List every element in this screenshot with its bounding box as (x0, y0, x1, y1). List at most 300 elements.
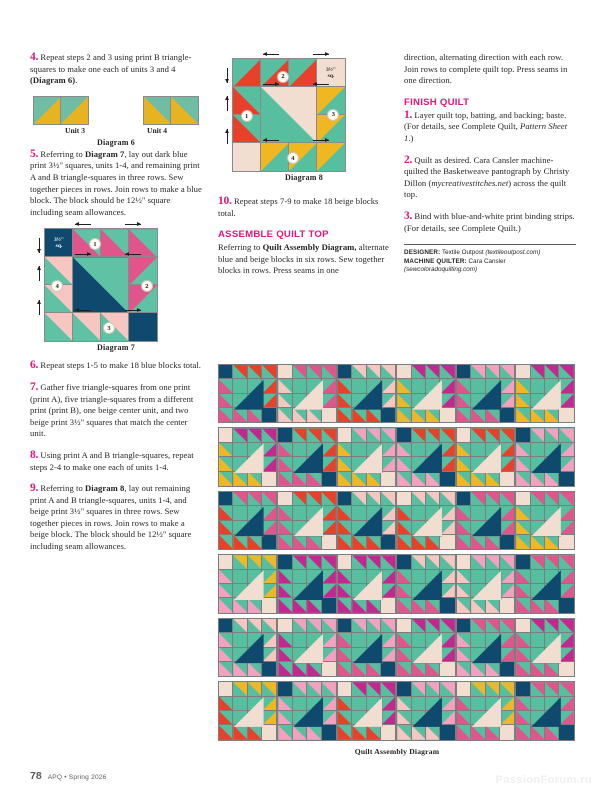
quilt-block-beige (515, 364, 574, 423)
triangle-half (262, 506, 276, 520)
quilt-cell (412, 492, 426, 506)
quilt-cell (381, 711, 395, 725)
triangle-half (322, 697, 336, 711)
quilt-cell (219, 584, 233, 598)
quilt-cell (248, 428, 262, 442)
triangle-half (338, 648, 352, 662)
triangle-half (457, 648, 471, 662)
quilt-cell (545, 408, 559, 422)
triangle-half (248, 555, 262, 569)
triangle-half (381, 697, 395, 711)
triangle-half (233, 619, 247, 633)
quilt-cell (516, 648, 530, 662)
quilt-cell (457, 711, 471, 725)
triangle-half (278, 394, 292, 408)
triangle-half (367, 555, 381, 569)
quilt-cell (397, 570, 411, 584)
triangle-half (457, 633, 471, 647)
quilt-cell (516, 394, 530, 408)
quilt-cell (500, 570, 514, 584)
triangle-half (412, 682, 426, 696)
triangle-half (516, 697, 530, 711)
quilt-cell (500, 408, 514, 422)
triangle-half (322, 457, 336, 471)
quilt-cell (412, 555, 426, 569)
triangle-half (262, 570, 276, 584)
quilt-cell (293, 408, 307, 422)
finish-step-3 (404, 211, 576, 234)
quilt-cell (471, 408, 485, 422)
triangle-half (440, 443, 454, 457)
triangle-half (278, 379, 292, 393)
triangle-half (367, 662, 381, 676)
quilt-cell (338, 711, 352, 725)
quilt-cell (397, 682, 411, 696)
quilt-cell (293, 697, 307, 711)
quilt-block-blue (515, 681, 574, 740)
step-number: 7. (30, 380, 39, 393)
quilt-cell (262, 394, 276, 408)
triangle-half (322, 394, 336, 408)
quilt-cell (545, 472, 559, 486)
quilt-cell (367, 428, 381, 442)
triangle-half (426, 725, 440, 739)
quilt-cell (262, 555, 276, 569)
quilt-cell (457, 598, 471, 612)
seam-direction-arrow (313, 52, 329, 57)
quilt-cell (457, 492, 471, 506)
triangle-half (531, 535, 545, 549)
triangle-half (293, 535, 307, 549)
quilt-cell (531, 662, 545, 676)
unit-4-square-b (171, 97, 198, 124)
quilt-cell (440, 662, 454, 676)
quilt-cell (233, 492, 247, 506)
triangle-half (397, 633, 411, 647)
quilt-cell (412, 633, 426, 647)
triangle-half (500, 697, 514, 711)
triangle-half (412, 408, 426, 422)
quilt-cell (293, 598, 307, 612)
quilt-cell (471, 535, 485, 549)
quilt-cell (352, 379, 366, 393)
instruction-step-4 (30, 52, 202, 87)
triangle-half (426, 535, 440, 549)
triangle-half (381, 555, 395, 569)
quilt-row (218, 554, 576, 613)
quilt-cell (457, 584, 471, 598)
quilt-cell (293, 428, 307, 442)
triangle-half (352, 662, 366, 676)
quilt-block-blue (337, 618, 396, 677)
triangle-half (219, 697, 233, 711)
quilt-cell (219, 648, 233, 662)
quilt-cell (278, 584, 292, 598)
quilt-cell (440, 535, 454, 549)
triangle-half (233, 59, 261, 87)
triangle-half (531, 365, 545, 379)
triangle-half (397, 725, 411, 739)
triangle-half (219, 472, 233, 486)
quilt-cell (307, 598, 321, 612)
quilt-cell (412, 535, 426, 549)
triangle-half (545, 555, 559, 569)
quilt-cell (457, 570, 471, 584)
assemble-text-run: Referring to (218, 242, 263, 253)
step-text-run: Referring to (38, 148, 85, 159)
quilt-cell (397, 697, 411, 711)
triangle-half (34, 97, 61, 124)
triangle-half (440, 697, 454, 711)
unit-4-square-a (144, 97, 171, 124)
quilt-cell (248, 662, 262, 676)
triangle-half (262, 443, 276, 457)
quilt-cell (322, 521, 336, 535)
quilt-cell (338, 633, 352, 647)
quilt-cell (262, 725, 276, 739)
quilt-cell (322, 697, 336, 711)
quilt-cell (440, 457, 454, 471)
triangle-half (278, 648, 292, 662)
quilt-cell (278, 682, 292, 696)
quilt-cell (545, 598, 559, 612)
quilt-cell (486, 555, 500, 569)
quilt-cell (367, 725, 381, 739)
issue-label: APQ • Spring 2026 (47, 774, 107, 781)
triangle-half (516, 394, 530, 408)
quilt-cell (397, 492, 411, 506)
triangle-half (500, 492, 514, 506)
quilt-cell (471, 555, 485, 569)
quilt-cell (322, 555, 336, 569)
triangle-half (322, 619, 336, 633)
instruction-step-5 (30, 149, 202, 219)
triangle-half (531, 408, 545, 422)
quilt-cell (338, 379, 352, 393)
quilt-cell (457, 648, 471, 662)
quilt-block-blue (218, 364, 277, 423)
quilt-cell (426, 428, 440, 442)
quilt-cell (397, 619, 411, 633)
triangle-half (322, 365, 336, 379)
step-number: 3. (404, 209, 413, 222)
quilt-cell (500, 506, 514, 520)
triangle-half (397, 697, 411, 711)
quilt-cell (471, 697, 485, 711)
quilt-cell (457, 506, 471, 520)
quilt-cell (516, 619, 530, 633)
triangle-half (293, 428, 307, 442)
quilt-cell (278, 408, 292, 422)
quilt-cell (381, 598, 395, 612)
triangle-half (278, 697, 292, 711)
triangle-half (322, 428, 336, 442)
quilt-cell (516, 598, 530, 612)
quilt-cell (352, 555, 366, 569)
triangle-half (397, 521, 411, 535)
triangle-half (471, 492, 485, 506)
quilt-cell (233, 443, 247, 457)
seam-direction-arrow (225, 96, 230, 111)
step-text-run: Bind with blue-and-white print binding strips. (For details, see Complete Quilt.) (404, 210, 575, 233)
triangle-half (248, 428, 262, 442)
quilt-cell (352, 725, 366, 739)
triangle-half (381, 394, 395, 408)
triangle-half (440, 711, 454, 725)
triangle-half (262, 457, 276, 471)
unit-badge-1: 1 (241, 110, 253, 122)
triangle-half (559, 619, 573, 633)
triangle-half (412, 472, 426, 486)
quilt-cell (338, 697, 352, 711)
quilt-cell (367, 365, 381, 379)
quilt-cell (486, 725, 500, 739)
quilt-cell (233, 697, 247, 711)
instruction-step-4 (30, 52, 202, 87)
unit-3-label: Unit 3 (64, 125, 86, 135)
quilt-cell (278, 725, 292, 739)
diagram7-grid (44, 228, 156, 340)
quilt-cell (352, 662, 366, 676)
quilt-cell (457, 682, 471, 696)
quilt-cell (516, 443, 530, 457)
step-number: 4. (30, 51, 39, 63)
credit-label: DESIGNER: (404, 249, 441, 257)
quilt-cell (412, 506, 426, 520)
step-text-run: Quilt as desired. Cara Cansler machine-quilted the Basketweave pantograph by Christy Dillon ( (404, 154, 570, 188)
quilt-cell (278, 570, 292, 584)
triangle-half (322, 555, 336, 569)
credit-value: Cara Cansler (466, 257, 506, 265)
quilt-cell (338, 457, 352, 471)
quilt-cell (262, 457, 276, 471)
triangle-half (559, 521, 573, 535)
unit-3-diagram (34, 97, 88, 124)
quilt-cell (381, 408, 395, 422)
triangle-half (397, 457, 411, 471)
quilt-cell (457, 472, 471, 486)
quilt-cell (262, 443, 276, 457)
triangle-half (367, 725, 381, 739)
triangle-half (262, 697, 276, 711)
quilt-cell (307, 535, 321, 549)
triangle-half (440, 570, 454, 584)
triangle-half (338, 662, 352, 676)
triangle-half (293, 555, 307, 569)
quilt-cell (219, 443, 233, 457)
triangle-half (397, 584, 411, 598)
triangle-half (233, 472, 247, 486)
quilt-cell (500, 365, 514, 379)
triangle-half (381, 443, 395, 457)
triangle-half (278, 725, 292, 739)
quilt-cell (233, 570, 247, 584)
triangle-half (381, 584, 395, 598)
quilt-cell (338, 725, 352, 739)
triangle-half (500, 619, 514, 633)
unit-2-square-b (289, 59, 317, 87)
triangle-half (61, 97, 88, 124)
triangle-half (322, 443, 336, 457)
watermark: PassionForum.ru (495, 774, 592, 786)
quilt-cell (381, 428, 395, 442)
triangle-half (471, 598, 485, 612)
triangle-half (233, 662, 247, 676)
triangle-half (559, 443, 573, 457)
quilt-cell (219, 662, 233, 676)
unit-badge-3: 3 (103, 322, 115, 334)
triangle-half (293, 408, 307, 422)
quilt-cell (338, 570, 352, 584)
quilt-cell (219, 379, 233, 393)
step-text-run: (Diagram 6) (30, 75, 76, 86)
instruction-step-8 (30, 450, 202, 473)
triangle-half (248, 662, 262, 676)
triangle-half (457, 443, 471, 457)
triangle-half (278, 472, 292, 486)
step-number: 2. (404, 153, 413, 166)
quilt-cell (293, 472, 307, 486)
quilt-cell (322, 633, 336, 647)
quilt-cell (381, 648, 395, 662)
triangle-half (278, 633, 292, 647)
triangle-half (278, 408, 292, 422)
quilt-cell (352, 506, 366, 520)
middle-column (218, 52, 390, 287)
quilt-cell (500, 535, 514, 549)
right-column (404, 52, 576, 274)
triangle-half (248, 535, 262, 549)
quilt-cell (559, 394, 573, 408)
quilt-cell (426, 682, 440, 696)
triangle-half (545, 682, 559, 696)
triangle-half (457, 535, 471, 549)
quilt-cell (367, 598, 381, 612)
quilt-block-blue (337, 364, 396, 423)
triangle-half (471, 472, 485, 486)
triangle-half (307, 682, 321, 696)
quilt-cell (248, 535, 262, 549)
triangle-half (412, 725, 426, 739)
quilt-cell (322, 584, 336, 598)
quilt-cell (471, 662, 485, 676)
triangle-half (471, 408, 485, 422)
quilt-cell (500, 682, 514, 696)
quilt-block-beige (218, 427, 277, 486)
quilt-cell (233, 682, 247, 696)
quilt-cell (381, 535, 395, 549)
quilt-cell (426, 555, 440, 569)
quilt-cell (545, 365, 559, 379)
triangle-half (219, 457, 233, 471)
quilt-cell (440, 697, 454, 711)
triangle-half (545, 598, 559, 612)
quilt-cell (426, 365, 440, 379)
step-number: 8. (30, 448, 39, 461)
quilt-cell (219, 633, 233, 647)
quilt-cell (381, 682, 395, 696)
triangle-half (516, 633, 530, 647)
quilt-cell (440, 443, 454, 457)
triangle-half (307, 472, 321, 486)
triangle-half (426, 492, 440, 506)
quilt-cell (531, 535, 545, 549)
quilt-cell (545, 662, 559, 676)
quilt-cell (531, 472, 545, 486)
seam-direction-arrow (263, 52, 279, 57)
triangle-half (457, 521, 471, 535)
quilt-assembly-caption: Quilt Assembly Diagram (354, 746, 440, 756)
quilt-cell (559, 725, 573, 739)
quilt-cell (457, 619, 471, 633)
quilt-cell (293, 492, 307, 506)
quilt-cell (500, 662, 514, 676)
triangle-half (440, 555, 454, 569)
quilt-cell (307, 365, 321, 379)
triangle-half (219, 570, 233, 584)
quilt-cell (516, 457, 530, 471)
quilt-cell (559, 598, 573, 612)
quilt-cell (278, 648, 292, 662)
step-number: 6. (30, 359, 39, 372)
quilt-cell (322, 443, 336, 457)
triangle-half (486, 555, 500, 569)
triangle-half (457, 570, 471, 584)
quilt-cell (500, 633, 514, 647)
quilt-cell (412, 365, 426, 379)
step-number: 10. (218, 195, 232, 207)
triangle-half (322, 492, 336, 506)
triangle-half (262, 633, 276, 647)
triangle-half (293, 662, 307, 676)
quilt-cell (457, 394, 471, 408)
triangle-half (352, 725, 366, 739)
triangle-half (367, 492, 381, 506)
quilt-cell (559, 492, 573, 506)
quilt-cell (322, 457, 336, 471)
instruction-step-5 (30, 149, 202, 219)
quilt-assembly-diagram (218, 364, 576, 756)
quilt-cell (338, 619, 352, 633)
quilt-cell (457, 535, 471, 549)
quilt-cell (367, 682, 381, 696)
triangle-half (516, 598, 530, 612)
quilt-cell (440, 365, 454, 379)
assemble-quilt-top-text (218, 242, 390, 277)
quilt-block-blue (277, 554, 336, 613)
triangle-half (73, 313, 101, 341)
quilt-cell (500, 697, 514, 711)
unit-3-square-a (73, 313, 101, 341)
diagram-8-caption: Diagram 8 (284, 173, 323, 182)
quilt-cell (262, 472, 276, 486)
quilt-cell (516, 633, 530, 647)
quilt-cell (233, 472, 247, 486)
assemble-quilt-top-heading: ASSEMBLE QUILT TOP (218, 229, 329, 241)
quilt-block-blue (277, 427, 336, 486)
quilt-cell (471, 598, 485, 612)
quilt-cell (322, 662, 336, 676)
credit-line (404, 266, 576, 274)
triangle-half (426, 408, 440, 422)
quilt-cell (278, 619, 292, 633)
quilt-cell (440, 555, 454, 569)
quilt-cell (278, 535, 292, 549)
triangle-half (338, 472, 352, 486)
step-text-run: ) across the quilt top. (404, 177, 567, 200)
triangle-half (352, 619, 366, 633)
credits-block (404, 249, 576, 274)
